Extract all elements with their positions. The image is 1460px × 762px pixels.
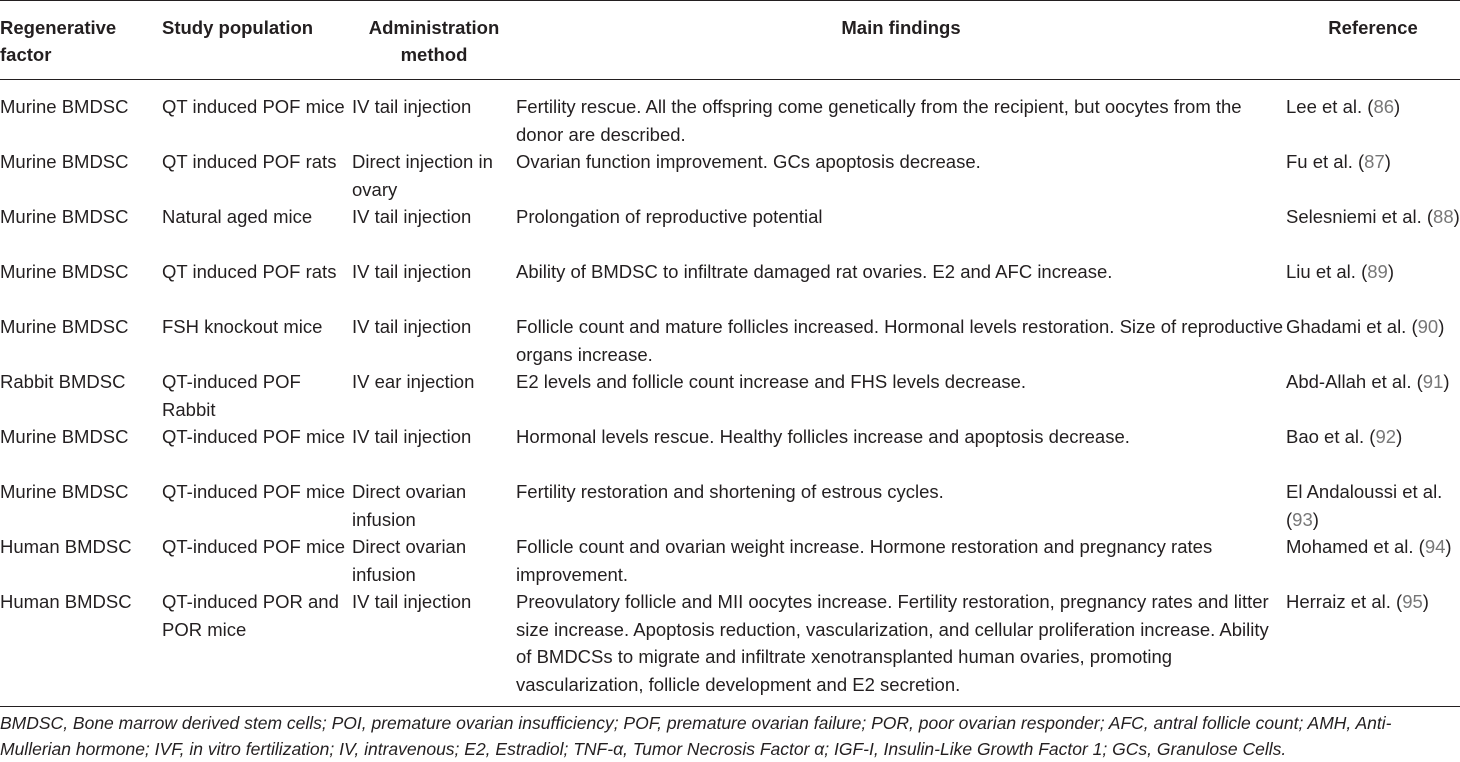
cell-main-findings: Follicle count and mature follicles increased. Hormonal levels restoration. Size of reproductive organs increase. xyxy=(516,316,1284,365)
cell-study-population: QT induced POF mice xyxy=(162,96,345,117)
header-regenerative-factor: Regenerative factor xyxy=(0,17,117,65)
reference-author: Fu et al. xyxy=(1286,151,1353,172)
cell-regenerative-factor: Murine BMDSC xyxy=(0,151,129,172)
table-row xyxy=(0,478,1460,533)
reference-author: El Andaloussi et al. xyxy=(1286,481,1443,502)
reference-number-link[interactable]: 89 xyxy=(1367,261,1388,282)
cell-regenerative-factor: Human BMDSC xyxy=(0,591,132,612)
cell-administration-method: IV tail injection xyxy=(352,316,472,337)
reference-number-link[interactable]: 86 xyxy=(1373,96,1395,117)
cell-study-population: QT-induced POR and POR mice xyxy=(162,591,339,640)
cell-reference: Fu et al. (87) xyxy=(1286,151,1391,172)
header-study-population: Study population xyxy=(162,17,314,38)
cell-study-population: QT induced POF rats xyxy=(162,261,337,282)
table-row xyxy=(0,533,1460,588)
cell-main-findings: Fertility restoration and shortening of estrous cycles. xyxy=(516,481,944,502)
table-header-row xyxy=(0,1,1460,80)
cell-administration-method: Direct injection in ovary xyxy=(352,151,493,200)
table-row xyxy=(0,203,1460,258)
cell-administration-method: IV tail injection xyxy=(352,591,472,612)
cell-regenerative-factor: Rabbit BMDSC xyxy=(0,371,126,392)
reference-number-link[interactable]: 94 xyxy=(1424,536,1446,557)
cell-reference: Mohamed et al. (94) xyxy=(1286,536,1452,557)
reference-author: Selesniemi et al. xyxy=(1286,206,1422,227)
cell-study-population: Natural aged mice xyxy=(162,206,313,227)
cell-reference: Bao et al. (92) xyxy=(1286,426,1403,447)
cell-reference: Liu et al. (89) xyxy=(1286,261,1394,282)
cell-study-population: QT-induced POF mice xyxy=(162,536,346,557)
cell-administration-method: IV tail injection xyxy=(352,96,472,117)
table-row xyxy=(0,258,1460,313)
cell-study-population: FSH knockout mice xyxy=(162,316,323,337)
header-administration-method: Administration method xyxy=(368,17,500,65)
table-row xyxy=(0,80,1460,149)
cell-main-findings: E2 levels and follicle count increase and FHS levels decrease. xyxy=(516,371,1027,392)
cell-reference: El Andaloussi et al. (93) xyxy=(1286,481,1443,530)
table-row xyxy=(0,313,1460,368)
cell-study-population: QT-induced POF Rabbit xyxy=(162,371,301,420)
cell-regenerative-factor: Human BMDSC xyxy=(0,536,132,557)
header-reference: Reference xyxy=(1328,17,1418,38)
cell-reference: Ghadami et al. (90) xyxy=(1286,316,1445,337)
reference-author: Ghadami et al. xyxy=(1286,316,1407,337)
cell-administration-method: IV ear injection xyxy=(352,371,475,392)
cell-reference: Lee et al. (86) xyxy=(1286,96,1401,117)
reference-number-link[interactable]: 95 xyxy=(1402,591,1423,612)
cell-study-population: QT-induced POF mice xyxy=(162,426,346,447)
cell-administration-method: IV tail injection xyxy=(352,206,472,227)
cell-regenerative-factor: Murine BMDSC xyxy=(0,206,129,227)
cell-regenerative-factor: Murine BMDSC xyxy=(0,261,129,282)
cell-main-findings: Ovarian function improvement. GCs apoptosis decrease. xyxy=(516,151,981,172)
reference-number-link[interactable]: 92 xyxy=(1375,426,1397,447)
reference-author: Liu et al. xyxy=(1286,261,1356,282)
cell-main-findings: Follicle count and ovarian weight increase. Hormone restoration and pregnancy rates improvement. xyxy=(516,536,1213,585)
cell-main-findings: Preovulatory follicle and MII oocytes increase. Fertility restoration, pregnancy rates and litter size increase. Apoptosis reduction, vascularization, and cellular proliferation increase. Ability of BMDCSs to migrate and infiltrate xenotransplanted human ovaries, promoting vascularization, follicle development and E2 secretion. xyxy=(516,591,1269,695)
reference-number-link[interactable]: 88 xyxy=(1433,206,1454,227)
cell-regenerative-factor: Murine BMDSC xyxy=(0,481,129,502)
cell-main-findings: Fertility rescue. All the offspring come genetically from the recipient, but oocytes from the donor are described. xyxy=(516,96,1242,145)
cell-reference: Herraiz et al. (95) xyxy=(1286,591,1429,612)
table-row xyxy=(0,588,1460,707)
reference-number-link[interactable]: 91 xyxy=(1422,371,1444,392)
table-row xyxy=(0,423,1460,478)
cell-regenerative-factor: Murine BMDSC xyxy=(0,426,129,447)
reference-number-link[interactable]: 87 xyxy=(1364,151,1385,172)
cell-administration-method: IV tail injection xyxy=(352,261,472,282)
cell-administration-method: Direct ovarian infusion xyxy=(352,481,467,530)
cell-study-population: QT-induced POF mice xyxy=(162,481,346,502)
cell-administration-method: IV tail injection xyxy=(352,426,472,447)
cell-reference: Abd-Allah et al. (91) xyxy=(1286,371,1450,392)
reference-author: Lee et al. xyxy=(1286,96,1363,117)
cell-main-findings: Ability of BMDSC to infiltrate damaged rat ovaries. E2 and AFC increase. xyxy=(516,261,1113,282)
cell-main-findings: Hormonal levels rescue. Healthy follicles increase and apoptosis decrease. xyxy=(516,426,1130,447)
cell-regenerative-factor: Murine BMDSC xyxy=(0,316,129,337)
reference-number-link[interactable]: 93 xyxy=(1292,508,1313,530)
reference-author: Bao et al. xyxy=(1286,426,1365,447)
header-main-findings: Main findings xyxy=(841,17,961,38)
cell-main-findings: Prolongation of reproductive potential xyxy=(516,206,823,227)
cell-reference: Selesniemi et al. (88) xyxy=(1286,206,1460,227)
table-row xyxy=(0,368,1460,423)
cell-study-population: QT induced POF rats xyxy=(162,151,337,172)
reference-author: Mohamed et al. xyxy=(1286,536,1414,557)
reference-author: Abd-Allah et al. xyxy=(1286,371,1412,392)
table-body xyxy=(0,80,1460,707)
reference-author: Herraiz et al. xyxy=(1286,591,1391,612)
reference-number-link[interactable]: 90 xyxy=(1417,316,1439,337)
table-footnote: BMDSC, Bone marrow derived stem cells; POI, premature ovarian insufficiency; POF, premature ovarian failure; POR, poor ovarian responder; AFC, antral follicle count; AMH, Anti-Mullerian hormone; IVF, in vitro fertilization; IV, intravenous; E2, Estradiol; TNF-α, Tumor Necrosis Factor α; IGF-I, Insulin-Like Growth Factor 1; GCs, Granulose Cells. xyxy=(0,713,1392,759)
table-row xyxy=(0,148,1460,203)
cell-regenerative-factor: Murine BMDSC xyxy=(0,96,129,117)
cell-administration-method: Direct ovarian infusion xyxy=(352,536,467,585)
